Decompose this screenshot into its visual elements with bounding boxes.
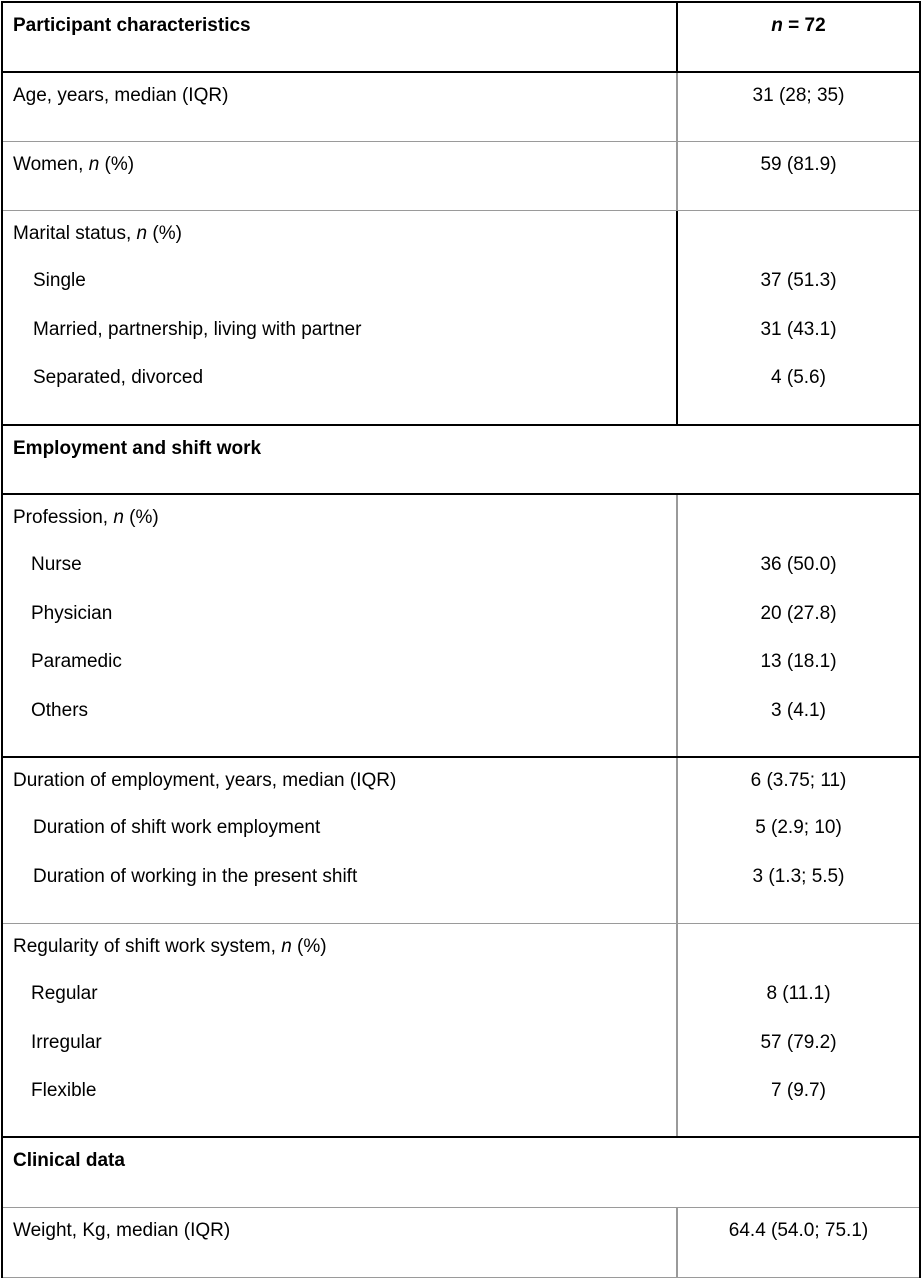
characteristics-table [1,1,921,1278]
group-label: Marital status, n (%) [13,223,182,244]
section-header-row [3,426,919,495]
table-row-group [3,211,919,426]
table-row [3,73,919,142]
sub-value: 20 (27.8) [760,602,837,624]
sub-label: Single [33,270,86,291]
sub-value: 13 (18.1) [760,651,837,672]
table-row-group [3,495,919,758]
row-label: Weight, Kg, median (IQR) [13,1220,231,1241]
sub-label: Married, partnership, living with partner [33,318,362,340]
sub-value: 7 (9.7) [771,1080,826,1101]
sub-label: Physician [31,602,113,624]
row-label: Women, n (%) [13,154,135,175]
section-employment-title: Employment and shift work [13,438,262,459]
header-sample-size: n = 72 [771,15,826,36]
header-participant-characteristics: Participant characteristics [13,15,251,36]
sub-value: 4 (5.6) [771,367,826,388]
table-header-row [3,3,919,73]
row-value: 31 (28; 35) [752,85,845,106]
sub-value: 3 (4.1) [771,699,826,721]
group-label: Regularity of shift work system, n (%) [13,936,327,957]
group-label: Duration of employment, years, median (IQR) [13,770,397,791]
sub-label: Duration of shift work employment [33,817,321,838]
sub-value: 3 (1.3; 5.5) [752,865,845,887]
sub-value: 57 (79.2) [760,1031,837,1053]
table-row-group [3,758,919,924]
sub-label: Flexible [31,1080,97,1101]
sub-value: 36 (50.0) [760,554,837,575]
section-clinical-title: Clinical data [13,1150,125,1171]
row-label: Age, years, median (IQR) [13,85,229,106]
table-row [3,142,919,211]
table-row [3,1208,919,1278]
section-header-row [3,1138,919,1208]
sub-label: Regular [31,983,98,1004]
sub-label: Others [31,699,89,721]
sub-label: Duration of working in the present shift [33,865,358,887]
row-value: 64.4 (54.0; 75.1) [728,1220,869,1241]
sub-value: 31 (43.1) [760,318,837,340]
sub-value: 8 (11.1) [766,983,831,1004]
sub-label: Paramedic [31,651,122,672]
sub-value: 5 (2.9; 10) [755,817,842,838]
group-value: 6 (3.75; 11) [750,770,847,791]
sub-label: Nurse [31,554,82,575]
sub-label: Irregular [31,1031,102,1053]
row-value: 59 (81.9) [760,154,837,175]
sub-label: Separated, divorced [33,367,204,388]
table-row-group [3,924,919,1138]
sub-value: 37 (51.3) [760,270,837,291]
group-label: Profession, n (%) [13,507,159,528]
